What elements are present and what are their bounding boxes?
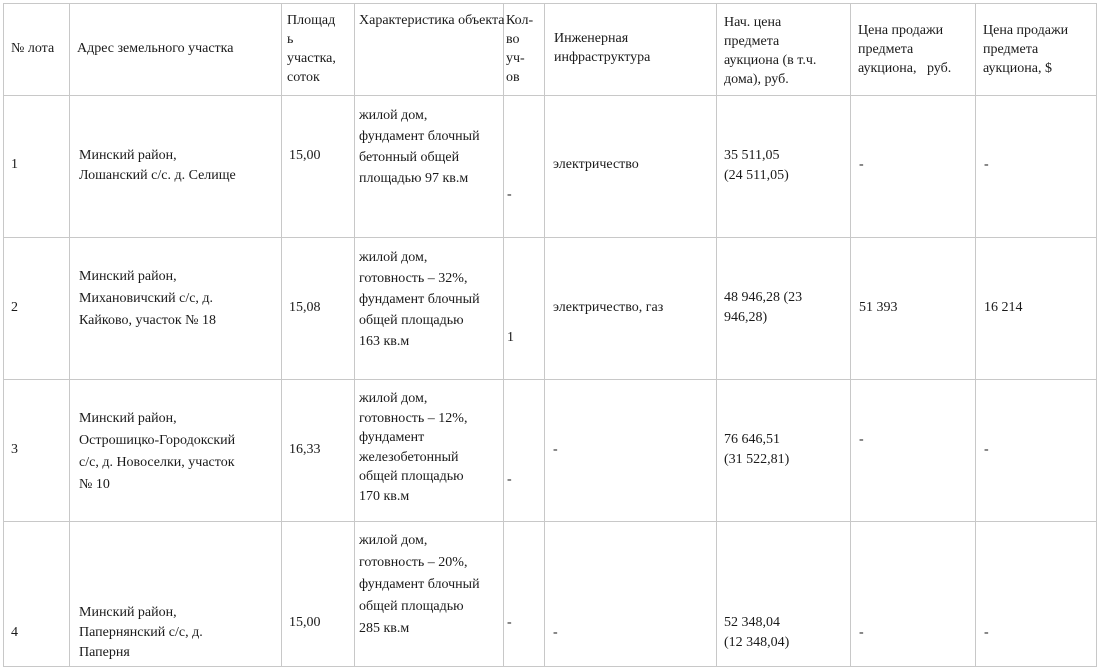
- sale-price-usd-cell: -: [984, 157, 989, 172]
- count-cell: -: [507, 187, 512, 202]
- grid-line: [544, 3, 545, 667]
- area-cell: 15,08: [289, 300, 321, 315]
- infrastructure-cell: электричество, газ: [553, 300, 664, 315]
- characteristics-cell: жилой дом, готовность – 20%, фундамент блочный общей площадью 285 кв.м: [359, 533, 480, 636]
- grid-line: [3, 379, 1097, 380]
- grid-line: [3, 521, 1097, 522]
- grid-line: [716, 3, 717, 667]
- grid-line: [1096, 3, 1097, 667]
- infrastructure-cell: -: [553, 625, 558, 640]
- count-cell: -: [507, 615, 512, 630]
- header-start-price: Нач. цена предмета аукциона (в т.ч. дома), руб.: [724, 15, 817, 87]
- grid-line: [3, 237, 1097, 238]
- start-price-cell: 48 946,28 (23 946,28): [724, 290, 803, 325]
- grid-line: [3, 3, 1097, 4]
- header-sale-price-rub: Цена продажи предмета аукциона, руб.: [858, 23, 952, 76]
- lot-number: 3: [11, 442, 18, 457]
- address-cell: Минский район, Острошицко-Городокский с/с, д. Новоселки, участок № 10: [79, 411, 236, 492]
- sale-price-rub-cell: -: [859, 157, 864, 172]
- characteristics-cell: жилой дом, фундамент блочный бетонный общей площадью 97 кв.м: [359, 108, 480, 186]
- area-cell: 15,00: [289, 148, 321, 163]
- sale-price-usd-cell: -: [984, 442, 989, 457]
- address-cell: Минский район, Лошанский с/с. д. Селище: [79, 148, 236, 183]
- header-characteristics: Характеристика объекта: [359, 13, 505, 28]
- address-cell: Минский район, Михановичский с/с, д. Кайково, участок № 18: [79, 269, 217, 328]
- grid-line: [503, 3, 504, 667]
- header-area: Площад ь участка, соток: [287, 13, 336, 85]
- grid-line: [3, 95, 1097, 96]
- count-cell: -: [507, 472, 512, 487]
- characteristics-cell: жилой дом, готовность – 12%, фундамент железобетонный общей площадью 170 кв.м: [359, 391, 468, 504]
- grid-line: [354, 3, 355, 667]
- sale-price-rub-cell: -: [859, 432, 864, 447]
- auction-lots-table: [3, 3, 1097, 667]
- grid-line: [975, 3, 976, 667]
- header-address: Адрес земельного участка: [77, 41, 234, 56]
- header-count: Кол- во уч- ов: [506, 13, 534, 85]
- count-cell: 1: [507, 330, 514, 345]
- sale-price-usd-cell: 16 214: [984, 300, 1023, 315]
- header-infrastructure: Инженерная инфраструктура: [554, 31, 651, 65]
- sale-price-rub-cell: -: [859, 625, 864, 640]
- grid-line: [3, 3, 4, 667]
- grid-line: [850, 3, 851, 667]
- lot-number: 1: [11, 157, 18, 172]
- header-sale-price-usd: Цена продажи предмета аукциона, $: [983, 23, 1069, 76]
- characteristics-cell: жилой дом, готовность – 32%, фундамент блочный общей площадью 163 кв.м: [359, 250, 480, 349]
- grid-line: [3, 666, 1097, 667]
- grid-line: [69, 3, 70, 667]
- header-lot-no: № лота: [11, 41, 55, 56]
- grid-line: [281, 3, 282, 667]
- area-cell: 15,00: [289, 615, 321, 630]
- start-price-cell: 35 511,05 (24 511,05): [724, 148, 789, 183]
- area-cell: 16,33: [289, 442, 321, 457]
- infrastructure-cell: электричество: [553, 157, 639, 172]
- start-price-cell: 76 646,51 (31 522,81): [724, 432, 790, 467]
- lot-number: 2: [11, 300, 18, 315]
- start-price-cell: 52 348,04 (12 348,04): [724, 615, 790, 650]
- sale-price-usd-cell: -: [984, 625, 989, 640]
- lot-number: 4: [11, 625, 18, 640]
- sale-price-rub-cell: 51 393: [859, 300, 898, 315]
- address-cell: Минский район, Папернянский с/с, д. Паперня: [79, 605, 203, 660]
- infrastructure-cell: -: [553, 442, 558, 457]
